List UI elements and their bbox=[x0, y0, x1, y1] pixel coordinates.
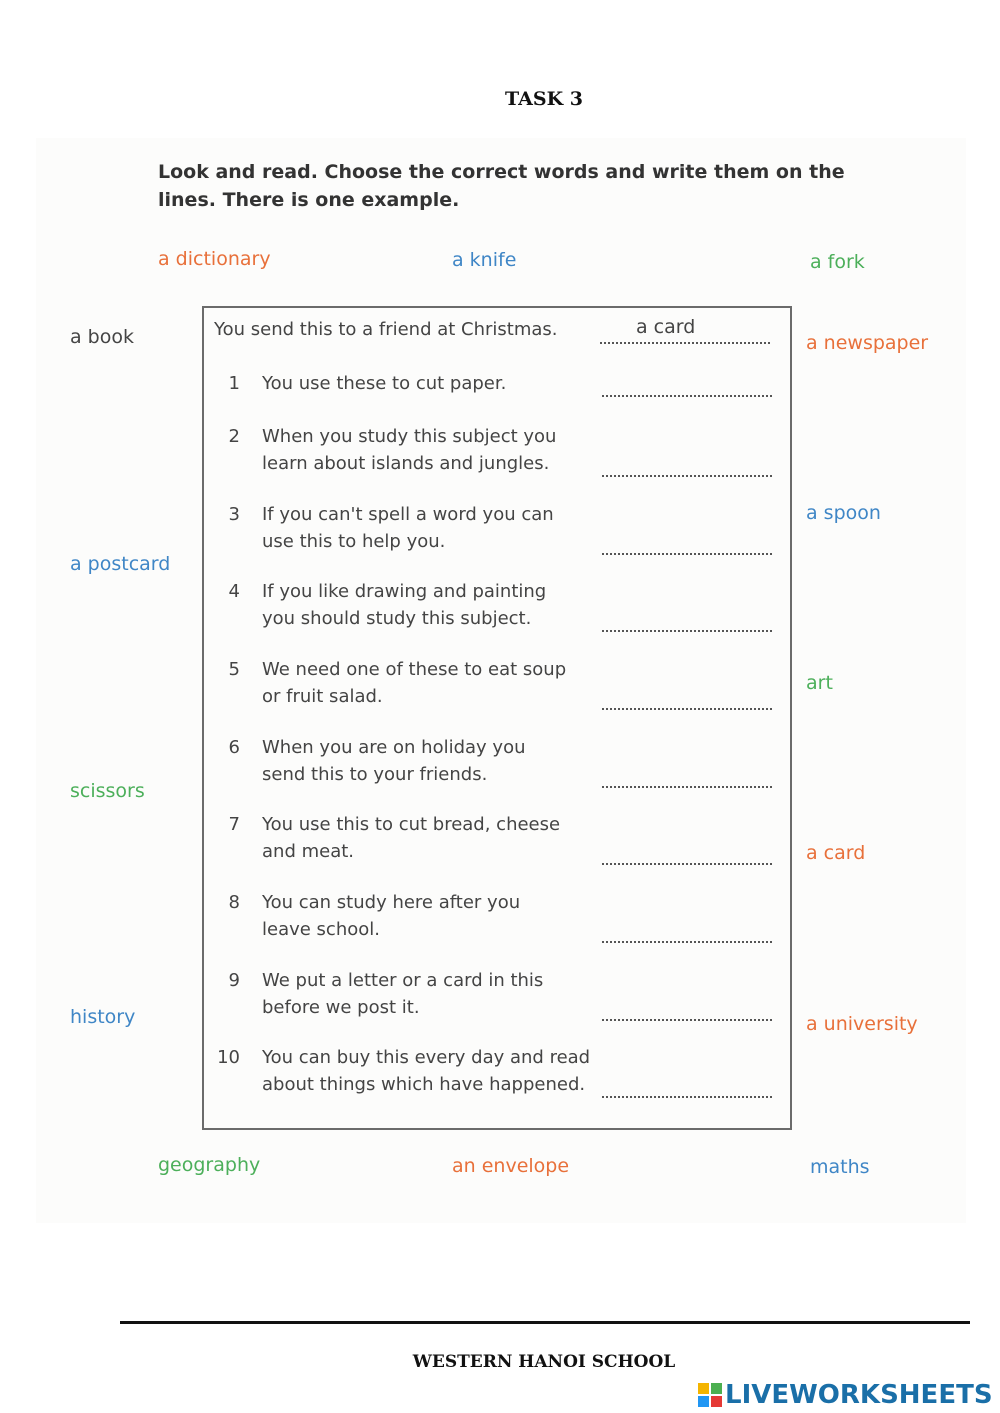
liveworksheets-brand: LIVEWORKSHEETS bbox=[725, 1380, 993, 1410]
question-line-1: When you are on holiday you bbox=[262, 737, 526, 758]
answer-line[interactable] bbox=[602, 708, 772, 710]
question-number: 5 bbox=[228, 659, 240, 680]
question-line-2: before we post it. bbox=[262, 997, 420, 1018]
answer-line[interactable] bbox=[602, 1096, 772, 1098]
question-number: 6 bbox=[228, 737, 240, 758]
question-line-1: If you can't spell a word you can bbox=[262, 504, 554, 525]
school-name: WESTERN HANOI SCHOOL bbox=[412, 1352, 676, 1372]
answer-line[interactable] bbox=[602, 786, 772, 788]
question-line-2: or fruit salad. bbox=[262, 686, 383, 707]
word-a-book: a book bbox=[70, 326, 134, 348]
question-number: 10 bbox=[217, 1047, 240, 1068]
word-scissors: scissors bbox=[70, 780, 145, 802]
answer-line[interactable] bbox=[602, 475, 772, 477]
answer-line[interactable] bbox=[602, 395, 772, 397]
question-line-2: use this to help you. bbox=[262, 531, 446, 552]
answer-line[interactable] bbox=[602, 553, 772, 555]
question-text bbox=[262, 578, 546, 632]
question-line-1: You can buy this every day and read bbox=[262, 1047, 591, 1068]
question-line-2: leave school. bbox=[262, 919, 380, 940]
question-line-1: You use these to cut paper. bbox=[262, 373, 507, 394]
question-number: 7 bbox=[228, 814, 240, 835]
question-line-1: If you like drawing and painting bbox=[262, 581, 547, 602]
question-text bbox=[262, 370, 506, 397]
word-a-dictionary: a dictionary bbox=[158, 248, 271, 270]
example-answer-line bbox=[600, 342, 770, 344]
word-a-university: a university bbox=[806, 1013, 918, 1035]
question-line-1: You can study here after you bbox=[262, 892, 521, 913]
question-number: 9 bbox=[228, 970, 240, 991]
liveworksheets-logo-icon bbox=[698, 1383, 722, 1407]
question-text bbox=[262, 423, 556, 477]
answer-line[interactable] bbox=[602, 941, 772, 943]
question-number: 2 bbox=[228, 426, 240, 447]
question-line-1: We need one of these to eat soup bbox=[262, 659, 567, 680]
instructions: Look and read. Choose the correct words and write them on the lines. There is one example. bbox=[158, 161, 845, 211]
page-title: TASK 3 bbox=[505, 88, 583, 110]
question-text bbox=[262, 811, 560, 865]
example-question: You send this to a friend at Christmas. bbox=[214, 319, 558, 340]
question-number: 1 bbox=[228, 373, 240, 394]
word-an-envelope: an envelope bbox=[452, 1155, 570, 1177]
word-history: history bbox=[70, 1006, 136, 1028]
answer-line[interactable] bbox=[602, 630, 772, 632]
word-geography: geography bbox=[158, 1154, 261, 1176]
word-a-postcard: a postcard bbox=[70, 553, 171, 575]
answer-line[interactable] bbox=[602, 863, 772, 865]
question-line-1: We put a letter or a card in this bbox=[262, 970, 544, 991]
word-a-spoon: a spoon bbox=[806, 502, 881, 524]
question-line-2: send this to your friends. bbox=[262, 764, 488, 785]
liveworksheets-logo bbox=[698, 1380, 993, 1410]
example-answer: a card bbox=[636, 316, 696, 338]
word-maths: maths bbox=[810, 1156, 870, 1178]
question-box bbox=[202, 306, 792, 1130]
word-art: art bbox=[806, 672, 833, 694]
question-text bbox=[262, 656, 566, 710]
question-line-1: You use this to cut bread, cheese bbox=[262, 814, 561, 835]
question-number: 3 bbox=[228, 504, 240, 525]
question-text bbox=[262, 1044, 590, 1098]
question-line-2: you should study this subject. bbox=[262, 608, 532, 629]
word-a-card: a card bbox=[806, 842, 866, 864]
question-number: 8 bbox=[228, 892, 240, 913]
question-text bbox=[262, 734, 526, 788]
answer-line[interactable] bbox=[602, 1019, 772, 1021]
question-text bbox=[262, 889, 520, 943]
word-a-knife: a knife bbox=[452, 249, 517, 271]
question-number: 4 bbox=[228, 581, 240, 602]
question-line-2: and meat. bbox=[262, 841, 355, 862]
word-a-fork: a fork bbox=[810, 251, 865, 273]
footer-divider bbox=[120, 1321, 970, 1324]
question-line-2: about things which have happened. bbox=[262, 1074, 586, 1095]
question-text bbox=[262, 501, 554, 555]
question-line-2: learn about islands and jungles. bbox=[262, 453, 550, 474]
word-a-newspaper: a newspaper bbox=[806, 332, 929, 354]
question-line-1: When you study this subject you bbox=[262, 426, 557, 447]
question-text bbox=[262, 967, 543, 1021]
